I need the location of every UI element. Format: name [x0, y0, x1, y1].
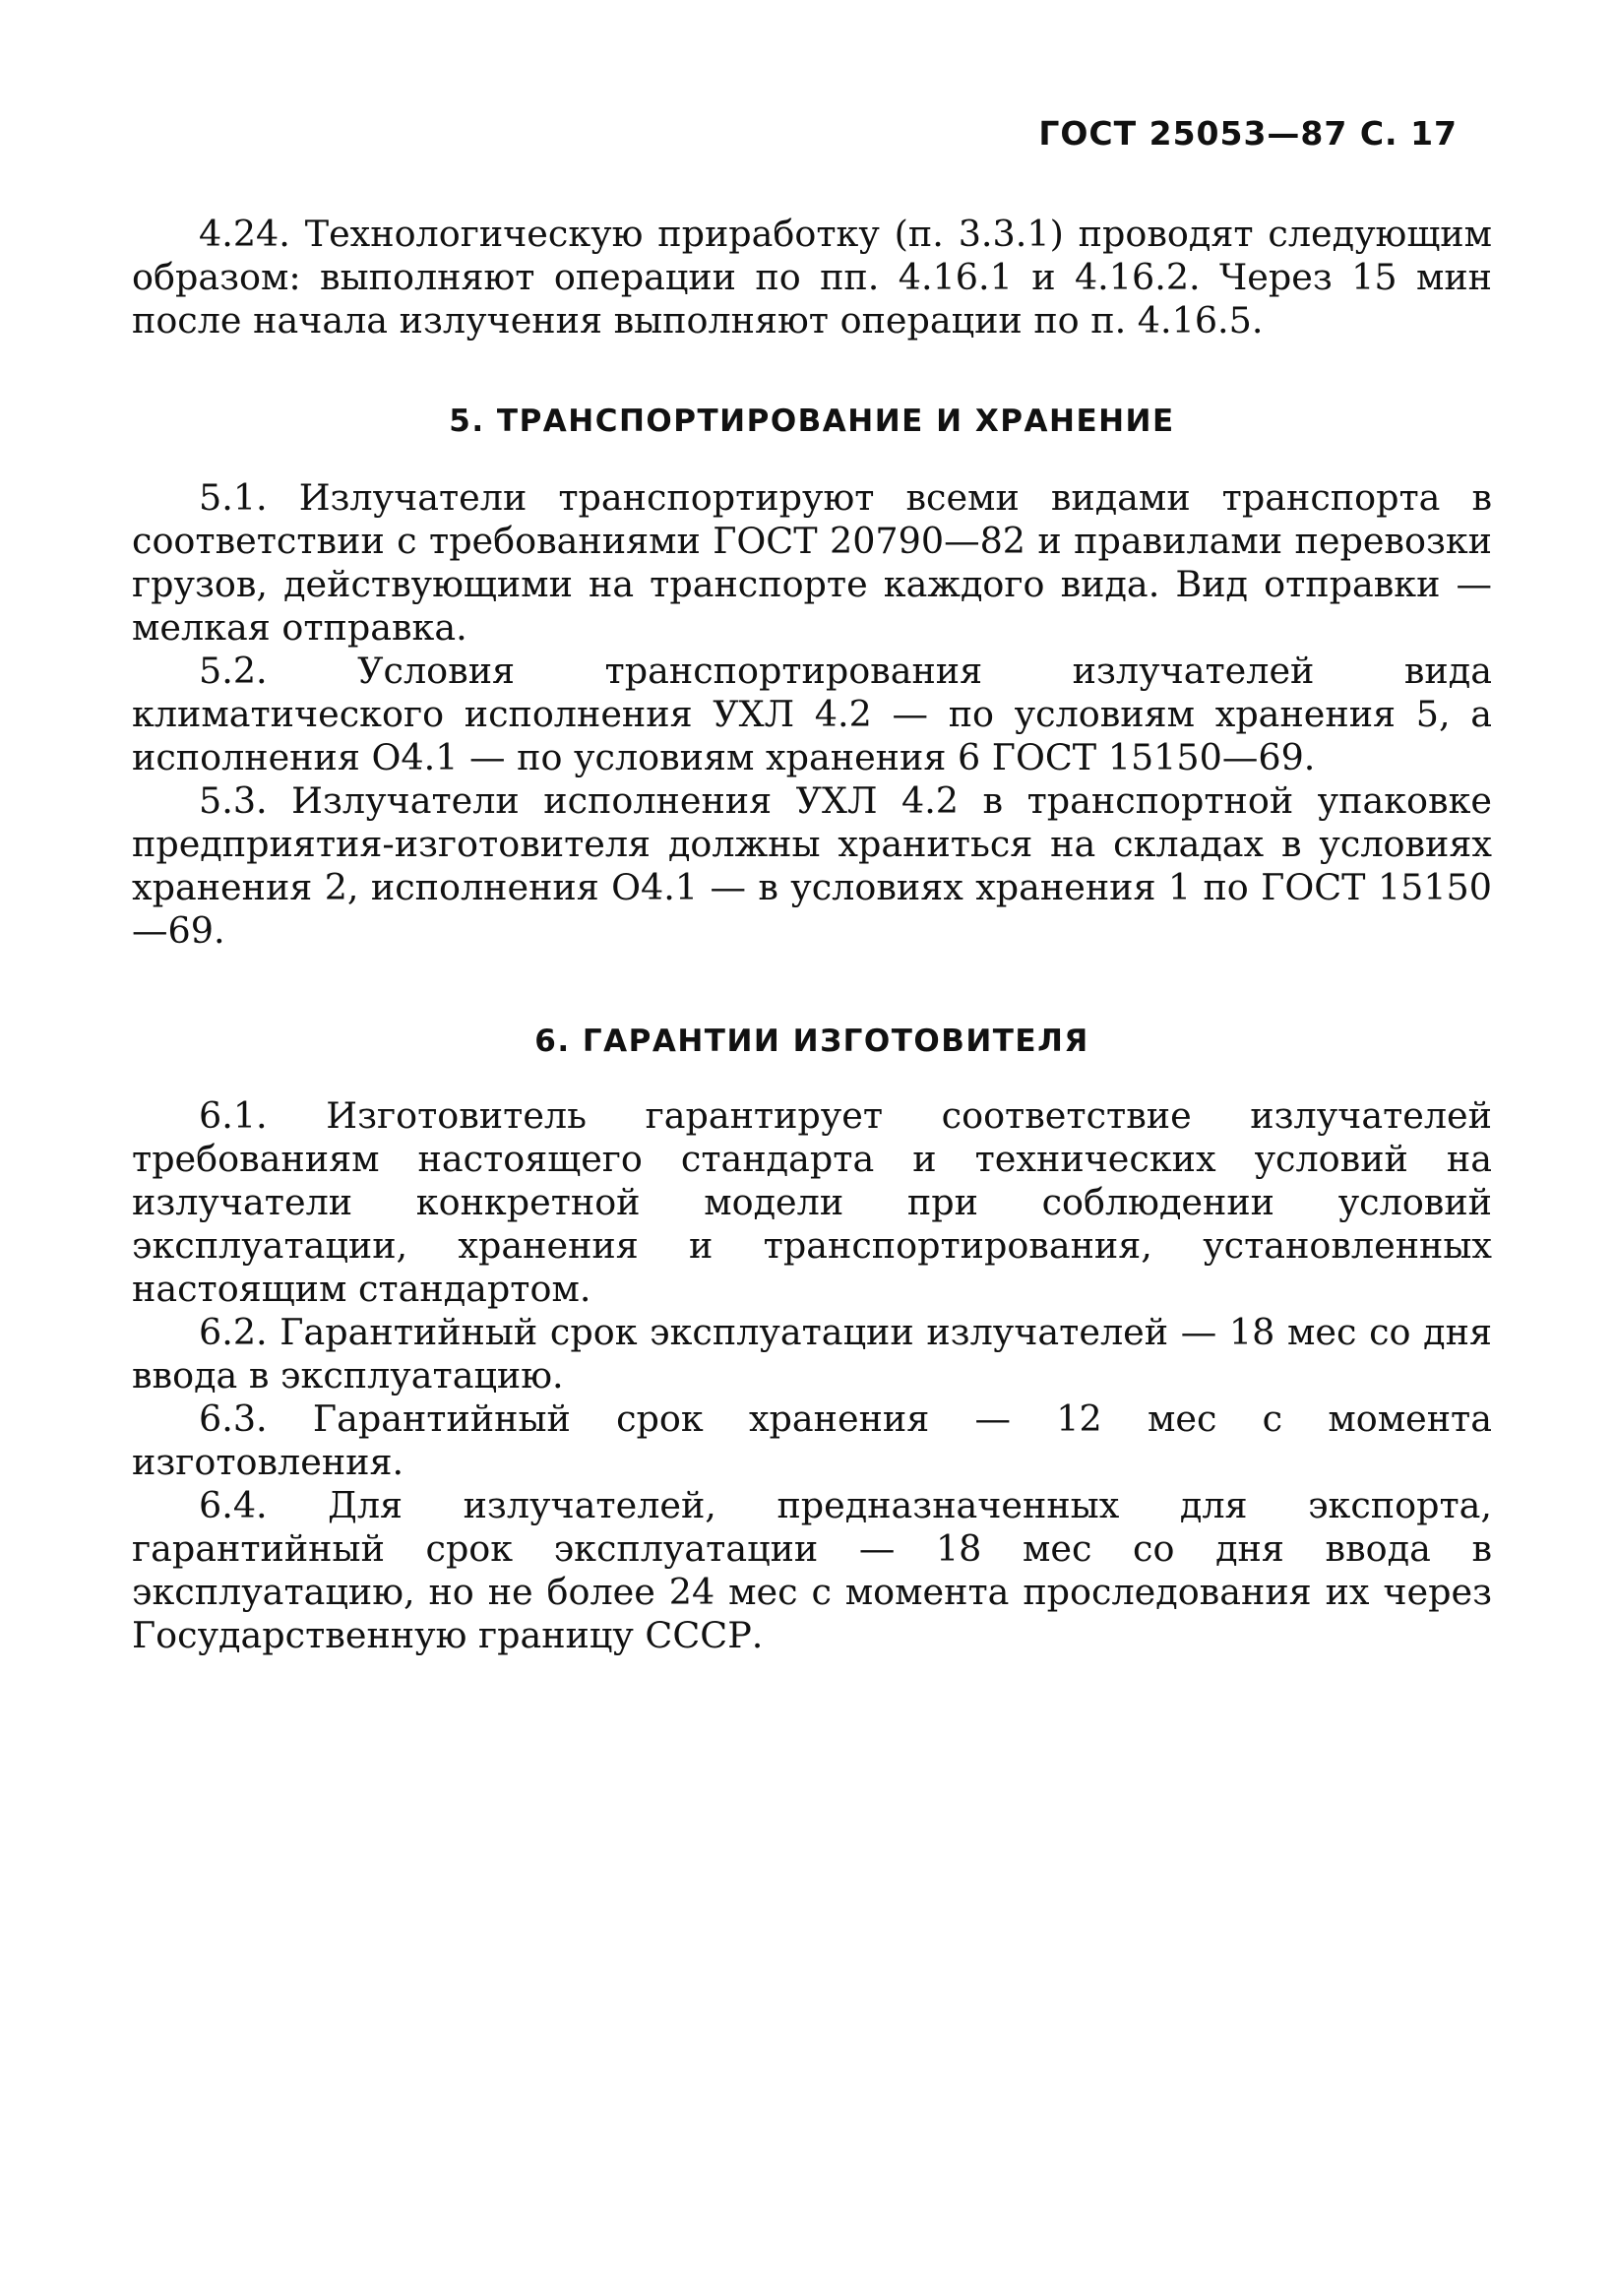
paragraph-5-3: 5.3. Излучатели исполнения УХЛ 4.2 в транспортной упаковке предприятия-изготовителя должны храниться на складах в условиях хранения 2, исполнения О4.1 — в условиях хранения 1 по ГОСТ 15150—69.	[132, 779, 1492, 952]
paragraph-5-1: 5.1. Излучатели транспортируют всеми видами транспорта в соответствии с требованиями ГОСТ 20790—82 и правилами перевозки грузов, действующими на транспорте каждого вида. Вид отправки — мелкая отправка.	[132, 476, 1492, 649]
section-6-body	[132, 1094, 1492, 1657]
paragraph-4-24: 4.24. Технологическую приработку (п. 3.3.1) проводят следующим образом: выполняют операции по пп. 4.16.1 и 4.16.2. Через 15 мин после начала излучения выполняют операции по п. 4.16.5.	[132, 213, 1492, 341]
paragraph-6-2: 6.2. Гарантийный срок эксплуатации излучателей — 18 мес со дня ввода в эксплуатацию.	[132, 1311, 1492, 1396]
section-4-tail	[132, 213, 1492, 342]
paragraph-6-1: 6.1. Изготовитель гарантирует соответствие излучателей требованиям настоящего стандарта и технических условий на излучатели конкретной модели при соблюдении условий эксплуатации, хранения и транспортирования, установленных настоящим стандартом.	[132, 1094, 1492, 1310]
section-5-title: 5. ТРАНСПОРТИРОВАНИЕ И ХРАНЕНИЕ	[449, 403, 1175, 439]
section-6-title: 6. ГАРАНТИИ ИЗГОТОВИТЕЛЯ	[534, 1024, 1089, 1059]
paragraph-6-3: 6.3. Гарантийный срок хранения — 12 мес с момента изготовления.	[132, 1397, 1492, 1483]
running-header: ГОСТ 25053—87 С. 17	[1038, 114, 1458, 153]
paragraph-5-2: 5.2. Условия транспортирования излучателей вида климатического исполнения УХЛ 4.2 — по условиям хранения 5, а исполнения О4.1 — по условиям хранения 6 ГОСТ 15150—69.	[132, 650, 1492, 778]
section-5-body	[132, 476, 1492, 953]
paragraph-6-4: 6.4. Для излучателей, предназначенных для экспорта, гарантийный срок эксплуатации — 18 мес со дня ввода в эксплуатацию, но не более 24 мес с момента проследования их через Государственную границу СССР.	[132, 1484, 1492, 1656]
